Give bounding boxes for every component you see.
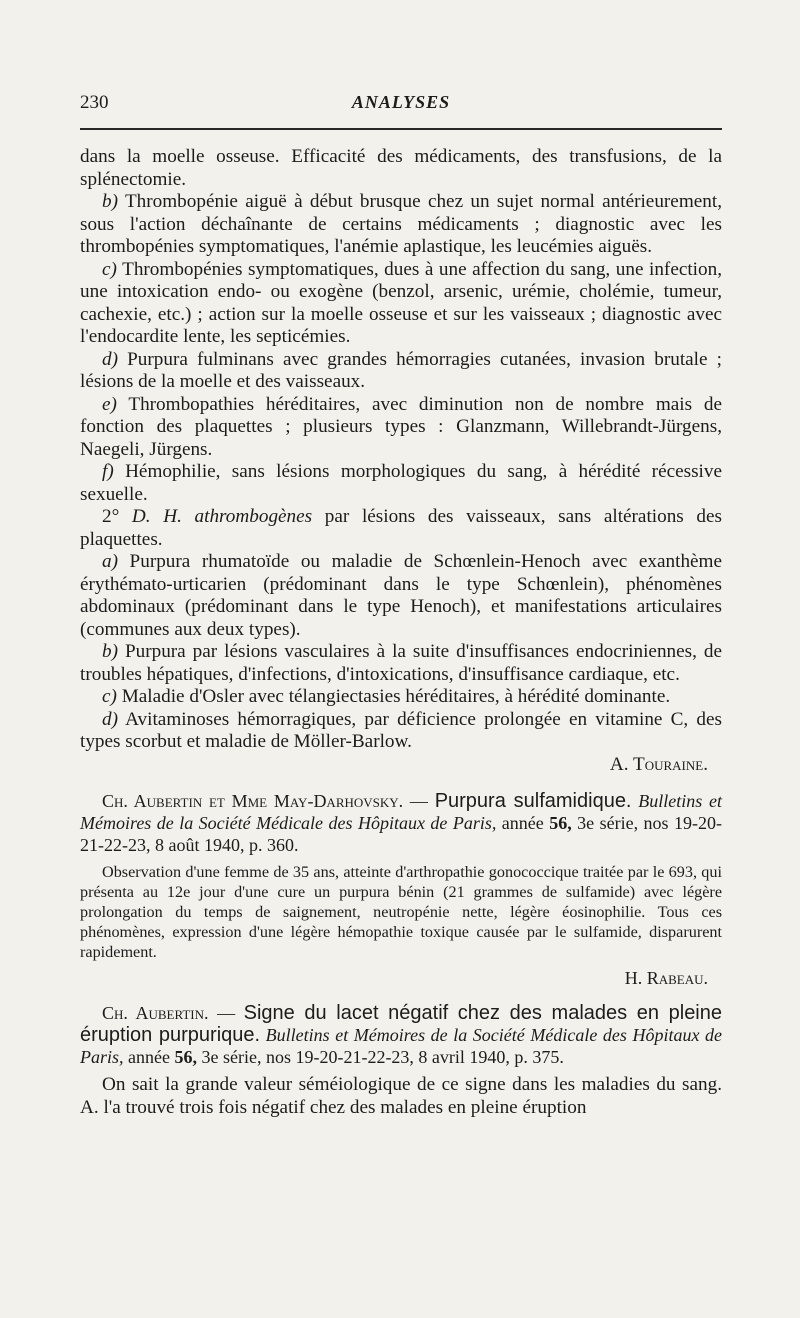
- paragraph: a) Purpura rhumatoïde ou maladie de Schœnlein-Henoch avec exanthème érythémato-urticarien (prédominant dans le type Schœnlein), phénomènes abdominaux (prédominant dans le type Henoch), et manifestations articulaires (communes aux deux types).: [80, 551, 722, 640]
- reference-title: Signe du lacet négatif chez des malades en pleine éruption purpurique.: [80, 1002, 722, 1046]
- reference-title: Purpura sulfamidique.: [434, 790, 632, 812]
- paragraph: d) Purpura fulminans avec grandes hémorragies cutanées, invasion brutale ; lésions de la moelle et des vaisseaux.: [80, 348, 722, 392]
- section-heading: 2° D. H. athrombogènes par lésions des vaisseaux, sans altérations des plaquettes.: [80, 506, 722, 550]
- paragraph: c) Maladie d'Osler avec télangiectasies héréditaires, à hérédité dominante.: [102, 686, 671, 707]
- reference-journal: Bulletins et Mémoires de la Société Médicale des Hôpitaux de Paris,: [80, 1025, 722, 1067]
- paragraph: d) Avitaminoses hémorragiques, par déficience prolongée en vitamine C, des types scorbut et maladie de Möller-Barlow.: [80, 708, 722, 752]
- article-body: [80, 146, 722, 1119]
- reference-authors: Ch. Aubertin.: [102, 1003, 209, 1023]
- reference-entry: Ch. Aubertin. — Signe du lacet négatif chez des malades en pleine éruption purpurique. Bulletins et Mémoires de la Société Médicale des Hôpitaux de Paris, année 56, 3e série, nos 19-20-21-22-23, 8 avril 1940, p. 375.: [80, 1002, 722, 1067]
- paragraph: dans la moelle osseuse. Efficacité des médicaments, des transfusions, de la splénectomie.: [80, 146, 722, 190]
- running-title: ANALYSES: [351, 92, 451, 112]
- reference-abstract: Observation d'une femme de 35 ans, atteinte d'arthropathie gonococcique traitée par le 693, qui présenta au 12e jour d'une cure un purpura bénin (21 grammes de sulfamide) avec légère prolongation du temps de saignement, neutropénie nette, légère éosinophilie. Tous ces phénomènes, expression d'une légère hémopathie toxique causée par le sulfamide, disparurent rapidement.: [80, 863, 722, 961]
- reference-authors: Ch. Aubertin et Mme May-Darhovsky.: [102, 791, 404, 811]
- header-rule: [80, 128, 722, 130]
- paragraph: On sait la grande valeur séméiologique de ce signe dans les maladies du sang. A. l'a trouvé trois fois négatif chez des malades en pleine éruption: [80, 1074, 722, 1118]
- reference-journal: Bulletins et Mémoires de la Société Médicale des Hôpitaux de Paris,: [80, 791, 722, 833]
- paragraph: b) Thrombopénie aiguë à début brusque chez un sujet normal antérieurement, sous l'action déchaînante de certains médicaments ; diagnostic avec les thrombopénies symptomatiques, l'anémie aplastique, les leucémies aiguës.: [80, 191, 722, 257]
- author-signature: A. Touraine.: [609, 753, 708, 775]
- reference-entry: Ch. Aubertin et Mme May-Darhovsky. — Purpura sulfamidique. Bulletins et Mémoires de la Société Médicale des Hôpitaux de Paris, année 56, 3e série, nos 19-20-21-22-23, 8 août 1940, p. 360.: [80, 790, 722, 855]
- page-header: [80, 92, 722, 122]
- paragraph: c) Thrombopénies symptomatiques, dues à une affection du sang, une infection, une intoxication endo- ou exogène (benzol, arsenic, urémie, cholémie, tumeur, cachexie, etc.) ; action sur la moelle osseuse et sur les vaisseaux ; diagnostic avec l'endocardite lente, les septicémies.: [80, 258, 722, 347]
- paragraph: f) Hémophilie, sans lésions morphologiques du sang, à hérédité récessive sexuelle.: [80, 461, 722, 505]
- paragraph: b) Purpura par lésions vasculaires à la suite d'insuffisances endocriniennes, de troubles hépatiques, d'infections, d'intoxications, d'insuffisance cardiaque, etc.: [80, 641, 722, 685]
- page-number: 230: [80, 92, 109, 113]
- paragraph: e) Thrombopathies héréditaires, avec diminution non de nombre mais de fonction des plaquettes ; plusieurs types : Glanzmann, Willebrandt-Jürgens, Naegeli, Jürgens.: [80, 393, 722, 460]
- author-signature: H. Rabeau.: [624, 968, 708, 988]
